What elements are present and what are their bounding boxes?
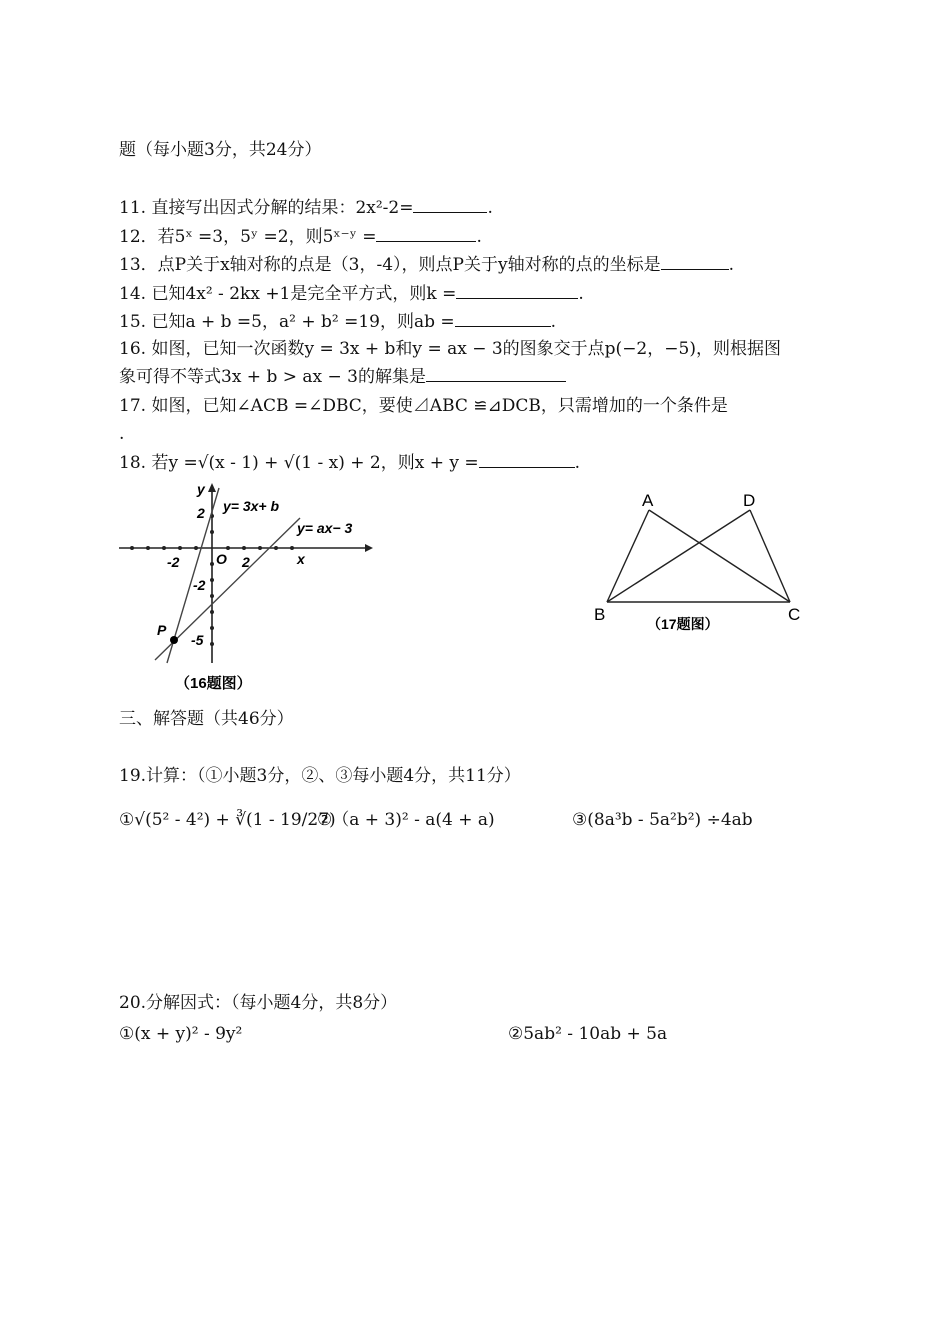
origin-label: O (216, 551, 227, 567)
question-16-line-1: 16. 如图，已知一次函数y = 3x + b和y = ax − 3的图象交于点p(−2，−5)，则根据图 (119, 339, 781, 359)
question-18-text: 18. 若y =√(x - 1) + √(1 - x) + 2，则x + y = (119, 453, 479, 473)
segment-ac (649, 510, 790, 602)
vertex-c-label: C (788, 605, 801, 624)
question-11-text: 11. 直接写出因式分解的结果：2x²-2= (119, 198, 414, 218)
vertex-b-label: B (594, 605, 606, 624)
figure-16-graph (115, 478, 375, 696)
section-2-title-tail: 题（每小题3分，共24分） (119, 140, 322, 160)
line-1-label: y= 3x+ b (223, 498, 280, 514)
question-13-end: . (728, 255, 734, 275)
tick-label-y-neg-2: -2 (193, 577, 206, 593)
question-16-line-2 (119, 365, 566, 389)
answer-blank (426, 365, 566, 382)
figure-17-triangles (585, 484, 815, 644)
question-14-text: 14. 已知4x² - 2kx +1是完全平方式，则k = (119, 284, 457, 304)
tick-label-y-neg-5: -5 (191, 632, 204, 648)
figure-16-caption: （16题图） (175, 675, 252, 692)
question-11 (119, 196, 493, 220)
x-axis-arrow (365, 544, 373, 552)
question-12 (119, 225, 482, 249)
point-p-label: P (157, 622, 167, 638)
y-axis-arrow (208, 483, 216, 492)
answer-blank (456, 282, 578, 299)
question-13-text: 13．点P关于x轴对称的点是（3，-4），则点P关于y轴对称的点的坐标是 (119, 255, 661, 275)
tick-label-x-2: 2 (242, 554, 250, 570)
y-axis-ticks (210, 514, 214, 646)
question-18 (119, 451, 580, 475)
question-14 (119, 282, 584, 306)
question-16-text: 象可得不等式3x + b > ax − 3的解集是 (119, 367, 426, 387)
question-19-part-2: ②（a + 3)² - a(4 + a) (317, 810, 495, 830)
question-12-text: 12．若5ˣ =3，5ʸ =2，则5ˣ⁻ʸ = (119, 227, 377, 247)
question-15-end: . (550, 312, 557, 332)
question-19-part-3: ③(8a³b - 5a²b²) ÷4ab (572, 810, 753, 830)
line-2-label: y= ax− 3 (297, 520, 353, 536)
question-17-line-1: 17. 如图，已知∠ACB =∠DBC，要使⊿ABC ≌⊿DCB，只需增加的一个条件是 (119, 396, 728, 416)
question-13 (119, 253, 734, 277)
question-20-part-1: ①(x + y)² - 9y² (119, 1024, 243, 1044)
question-15-text: 15. 已知a + b =5，a² + b² =19，则ab = (119, 312, 455, 332)
question-20-part-2: ②5ab² - 10ab + 5a (508, 1024, 668, 1044)
question-17-line-2: . (119, 424, 125, 444)
answer-blank (455, 310, 551, 327)
question-15 (119, 310, 556, 334)
question-20-title: 20.分解因式：（每小题4分，共8分） (119, 993, 398, 1013)
answer-blank (479, 451, 575, 468)
vertex-d-label: D (743, 491, 756, 510)
tick-label-y-2: 2 (197, 505, 205, 521)
question-19-title: 19.计算：（①小题3分，②、③每小题4分，共11分） (119, 766, 521, 786)
answer-blank (413, 196, 487, 213)
answer-blank (661, 253, 729, 270)
question-11-end: . (487, 198, 493, 218)
figure-17-caption: （17题图） (647, 616, 719, 632)
x-axis-label: x (297, 551, 305, 567)
question-18-end: . (574, 453, 581, 473)
vertex-a-label: A (642, 491, 654, 510)
y-axis-label: y (197, 481, 205, 497)
section-3-title: 三、解答题（共46分） (119, 709, 294, 729)
tick-label-x-neg-2: -2 (167, 554, 180, 570)
question-14-end: . (578, 284, 584, 304)
intersection-point (170, 636, 178, 644)
question-12-end: . (476, 227, 482, 247)
answer-blank (376, 225, 476, 242)
question-19-part-1: ①√(5² - 4²) + ∛(1 - 19/27) (119, 810, 336, 830)
